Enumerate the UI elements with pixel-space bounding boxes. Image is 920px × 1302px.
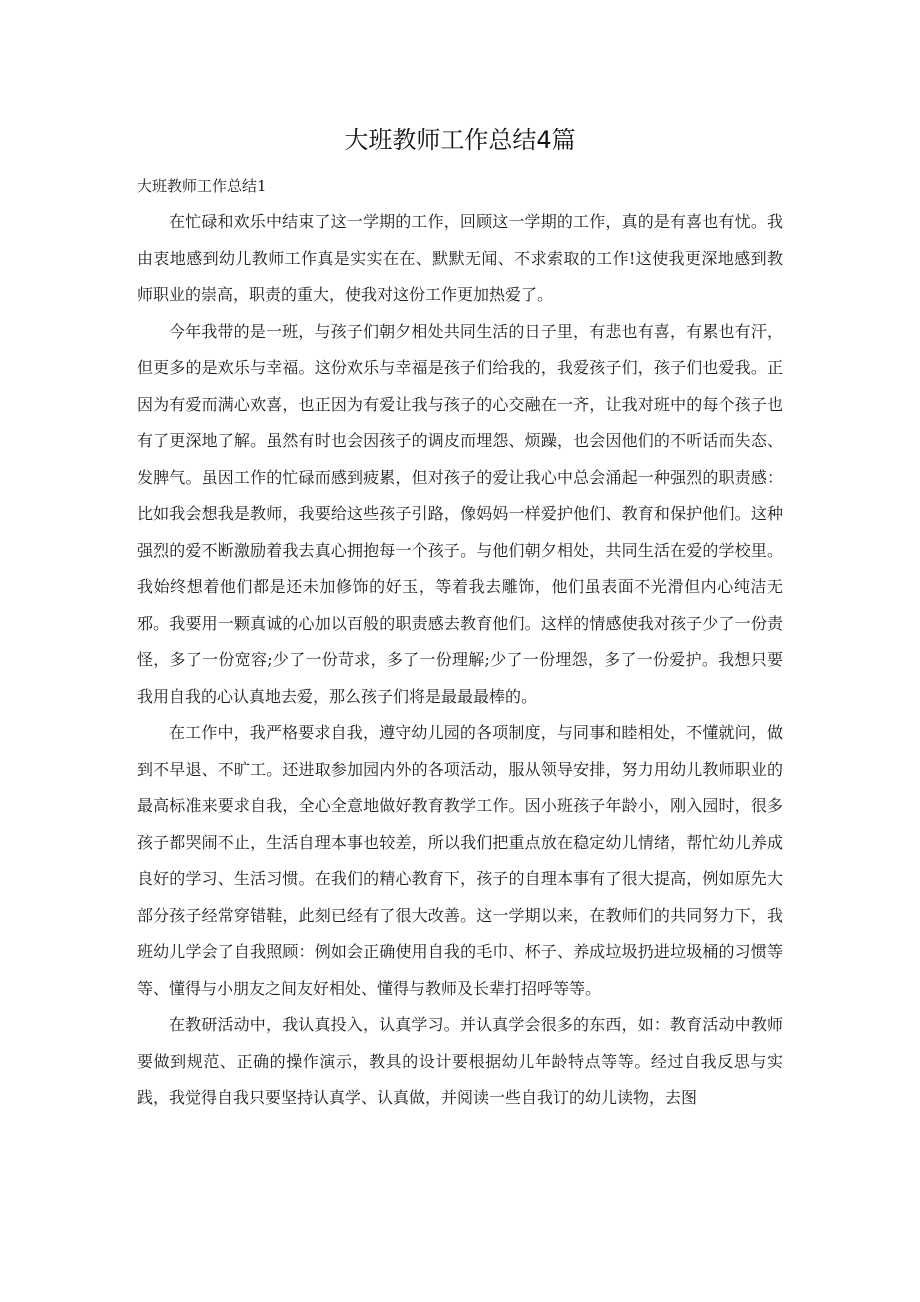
paragraph-4: 在教研活动中，我认真投入，认真学习。并认真学会很多的东西，如：教育活动中教师要做到规范、正确的操作演示，教具的设计要根据幼儿年龄特点等等。经过自我反思与实践，我觉得自我只要坚持认真学、认真做，并阅读一些自我订的幼儿读物，去图 — [137, 1015, 783, 1107]
section-heading: 大班教师工作总结1 — [137, 177, 267, 195]
paragraph-2: 今年我带的是一班，与孩子们朝夕相处共同生活的日子里，有悲也有喜，有累也有汗，但更多的是欢乐与幸福。这份欢乐与幸福是孩子们给我的，我爱孩子们，孩子们也爱我。正因为有爱而满心欢喜，也正因为有爱让我与孩子的心交融在一齐，让我对班中的每个孩子也有了更深地了解。虽然有时也会因孩子的调皮而埋怨、烦躁，也会因他们的不听话而失态、发脾气。虽因工作的忙碌而感到疲累，但对孩子的爱让我心中总会涌起一种强烈的职责感：比如我会想我是教师，我要给这些孩子引路，像妈妈一样爱护他们、教育和保护他们。这种强烈的爱不断激励着我去真心拥抱每一个孩子。与他们朝夕相处，共同生活在爱的学校里。我始终想着他们都是还未加修饰的好玉，等着我去雕饰，他们虽表面不光滑但内心纯洁无邪。我要用一颗真诚的心加以百般的职责感去教育他们。这样的情感使我对孩子少了一份责怪，多了一份宽容;少了一份苛求，多了一份理解;少了一份埋怨，多了一份爱护。我想只要我用自我的心认真地去爱，那么孩子们将是最最最棒的。 — [137, 321, 783, 706]
paragraph-1: 在忙碌和欢乐中结束了这一学期的工作，回顾这一学期的工作，真的是有喜也有忧。我由衷地感到幼儿教师工作真是实实在在、默默无闻、不求索取的工作!这使我更深地感到教师职业的崇高，职责的重大，使我对这份工作更加热爱了。 — [137, 212, 783, 304]
paragraph-3: 在工作中，我严格要求自我，遵守幼儿园的各项制度，与同事和睦相处，不懂就问，做到不早退、不旷工。还进取参加园内外的各项活动，服从领导安排，努力用幼儿教师职业的最高标准来要求自我，全心全意地做好教育教学工作。因小班孩子年龄小，刚入园时，很多孩子都哭闹不止，生活自理本事也较差，所以我们把重点放在稳定幼儿情绪，帮忙幼儿养成良好的学习、生活习惯。在我们的精心教育下，孩子的自理本事有了很大提高，例如原先大部分孩子经常穿错鞋，此刻已经有了很大改善。这一学期以来，在教师们的共同努力下，我班幼儿学会了自我照顾：例如会正确使用自我的毛巾、杯子、养成垃圾扔进垃圾桶的习惯等等、懂得与小朋友之间友好相处、懂得与教师及长辈打招呼等等。 — [137, 723, 783, 998]
document-title: 大班教师工作总结4篇 — [344, 126, 576, 154]
